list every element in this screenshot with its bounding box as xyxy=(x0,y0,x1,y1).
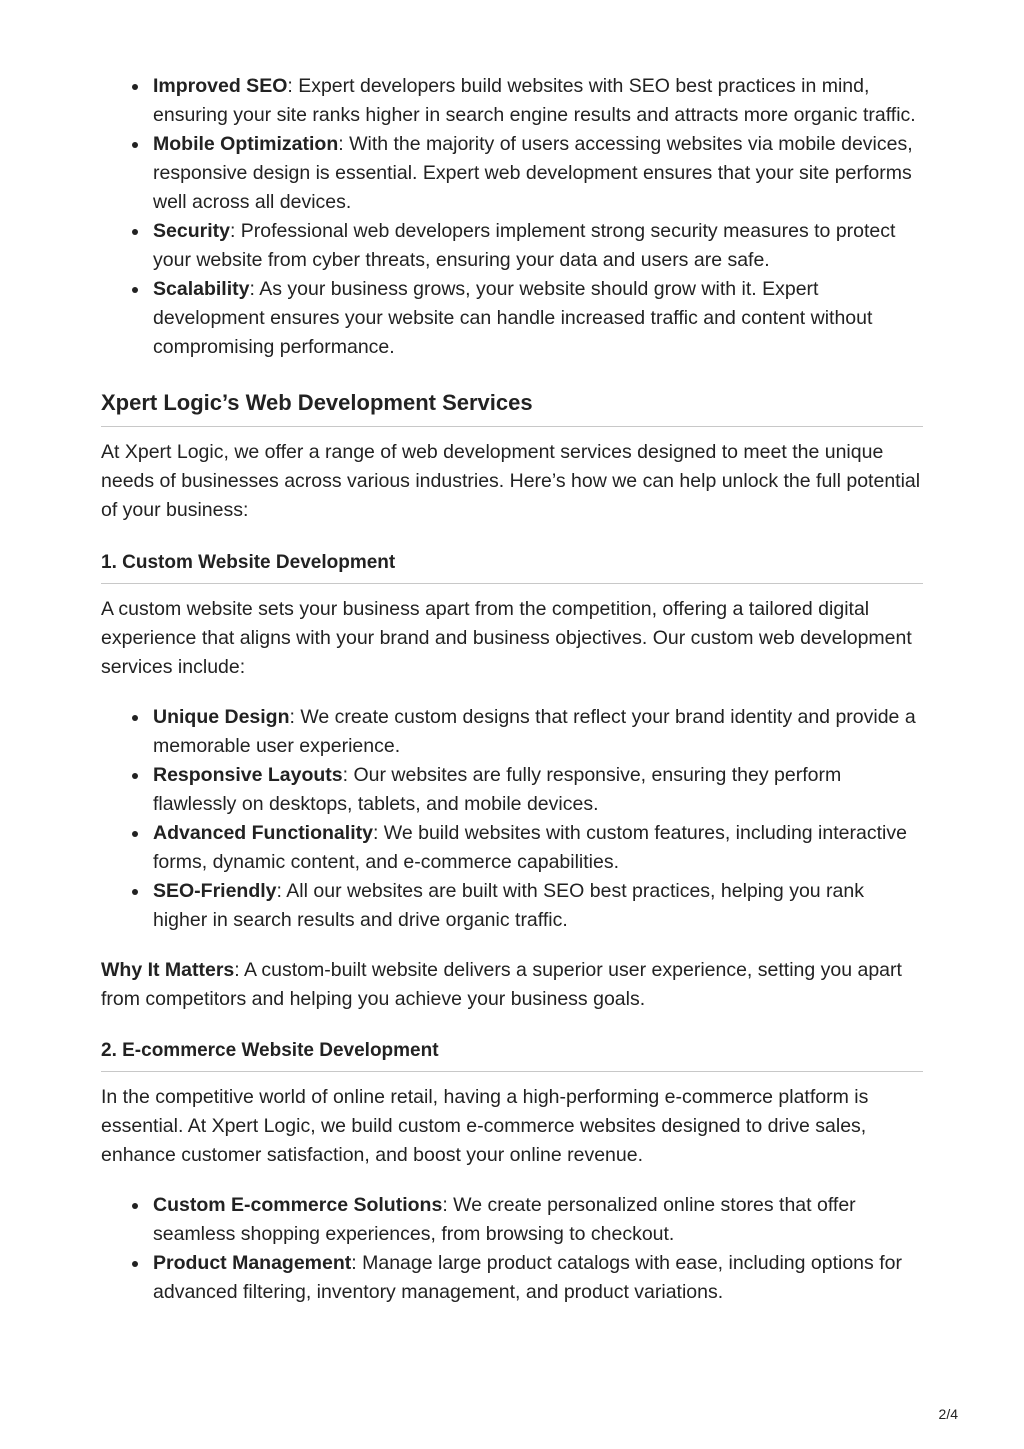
list-item: SEO-Friendly: All our websites are built with SEO best practices, helping you rank higher in search results and drive organic traffic. xyxy=(153,877,923,935)
custom-dev-intro: A custom website sets your business apart from the competition, offering a tailored digital experience that aligns with your brand and business objectives. Our custom web development services include: xyxy=(101,598,912,678)
list-item: Advanced Functionality: We build websites with custom features, including interactive forms, dynamic content, and e-commerce capabilities. xyxy=(153,819,923,877)
custom-dev-list xyxy=(101,703,923,935)
bullet-icon xyxy=(132,773,138,779)
ecommerce-list xyxy=(101,1191,923,1307)
list-item: Unique Design: We create custom designs that reflect your brand identity and provide a memorable user experience. xyxy=(153,703,923,761)
list-item: Security: Professional web developers implement strong security measures to protect your website from cyber threats, ensuring your data and users are safe. xyxy=(153,217,923,275)
why-it-matters: Why It Matters: A custom-built website delivers a superior user experience, setting you apart from competitors and helping you achieve your business goals. xyxy=(101,959,902,1010)
bullet-icon xyxy=(132,229,138,235)
bullet-icon xyxy=(132,287,138,293)
list-item: Scalability: As your business grows, your website should grow with it. Expert development ensures your website can handle increased traffic and content without compromising performance. xyxy=(153,275,923,362)
ecommerce-intro: In the competitive world of online retail, having a high-performing e-commerce platform is essential. At Xpert Logic, we build custom e-commerce websites designed to drive sales, enhance customer satisfaction, and boost your online revenue. xyxy=(101,1086,869,1166)
bullet-icon xyxy=(132,142,138,148)
list-item: Responsive Layouts: Our websites are fully responsive, ensuring they perform flawlessly on desktops, tablets, and mobile devices. xyxy=(153,761,923,819)
services-heading: Xpert Logic’s Web Development Services xyxy=(101,389,923,427)
bullet-icon xyxy=(132,889,138,895)
list-item: Product Management: Manage large product catalogs with ease, including options for advanced filtering, inventory management, and product variations. xyxy=(153,1249,923,1307)
page-number: 2/4 xyxy=(938,1406,958,1422)
bullet-icon xyxy=(132,1203,138,1209)
custom-dev-heading: 1. Custom Website Development xyxy=(101,551,923,584)
benefits-list xyxy=(101,72,923,362)
list-item: Custom E-commerce Solutions: We create personalized online stores that offer seamless shopping experiences, from browsing to checkout. xyxy=(153,1191,923,1249)
bullet-icon xyxy=(132,831,138,837)
list-item: Mobile Optimization: With the majority of users accessing websites via mobile devices, responsive design is essential. Expert web development ensures that your site performs well across all devices. xyxy=(153,130,923,217)
services-intro: At Xpert Logic, we offer a range of web development services designed to meet the unique needs of businesses across various industries. Here’s how we can help unlock the full potential of your business: xyxy=(101,441,921,521)
bullet-icon xyxy=(132,84,138,90)
list-item: Improved SEO: Expert developers build websites with SEO best practices in mind, ensuring your site ranks higher in search engine results and attracts more organic traffic. xyxy=(153,72,923,130)
bullet-icon xyxy=(132,1261,138,1267)
bullet-icon xyxy=(132,715,138,721)
ecommerce-heading: 2. E-commerce Website Development xyxy=(101,1039,923,1072)
document-page xyxy=(101,72,923,1307)
